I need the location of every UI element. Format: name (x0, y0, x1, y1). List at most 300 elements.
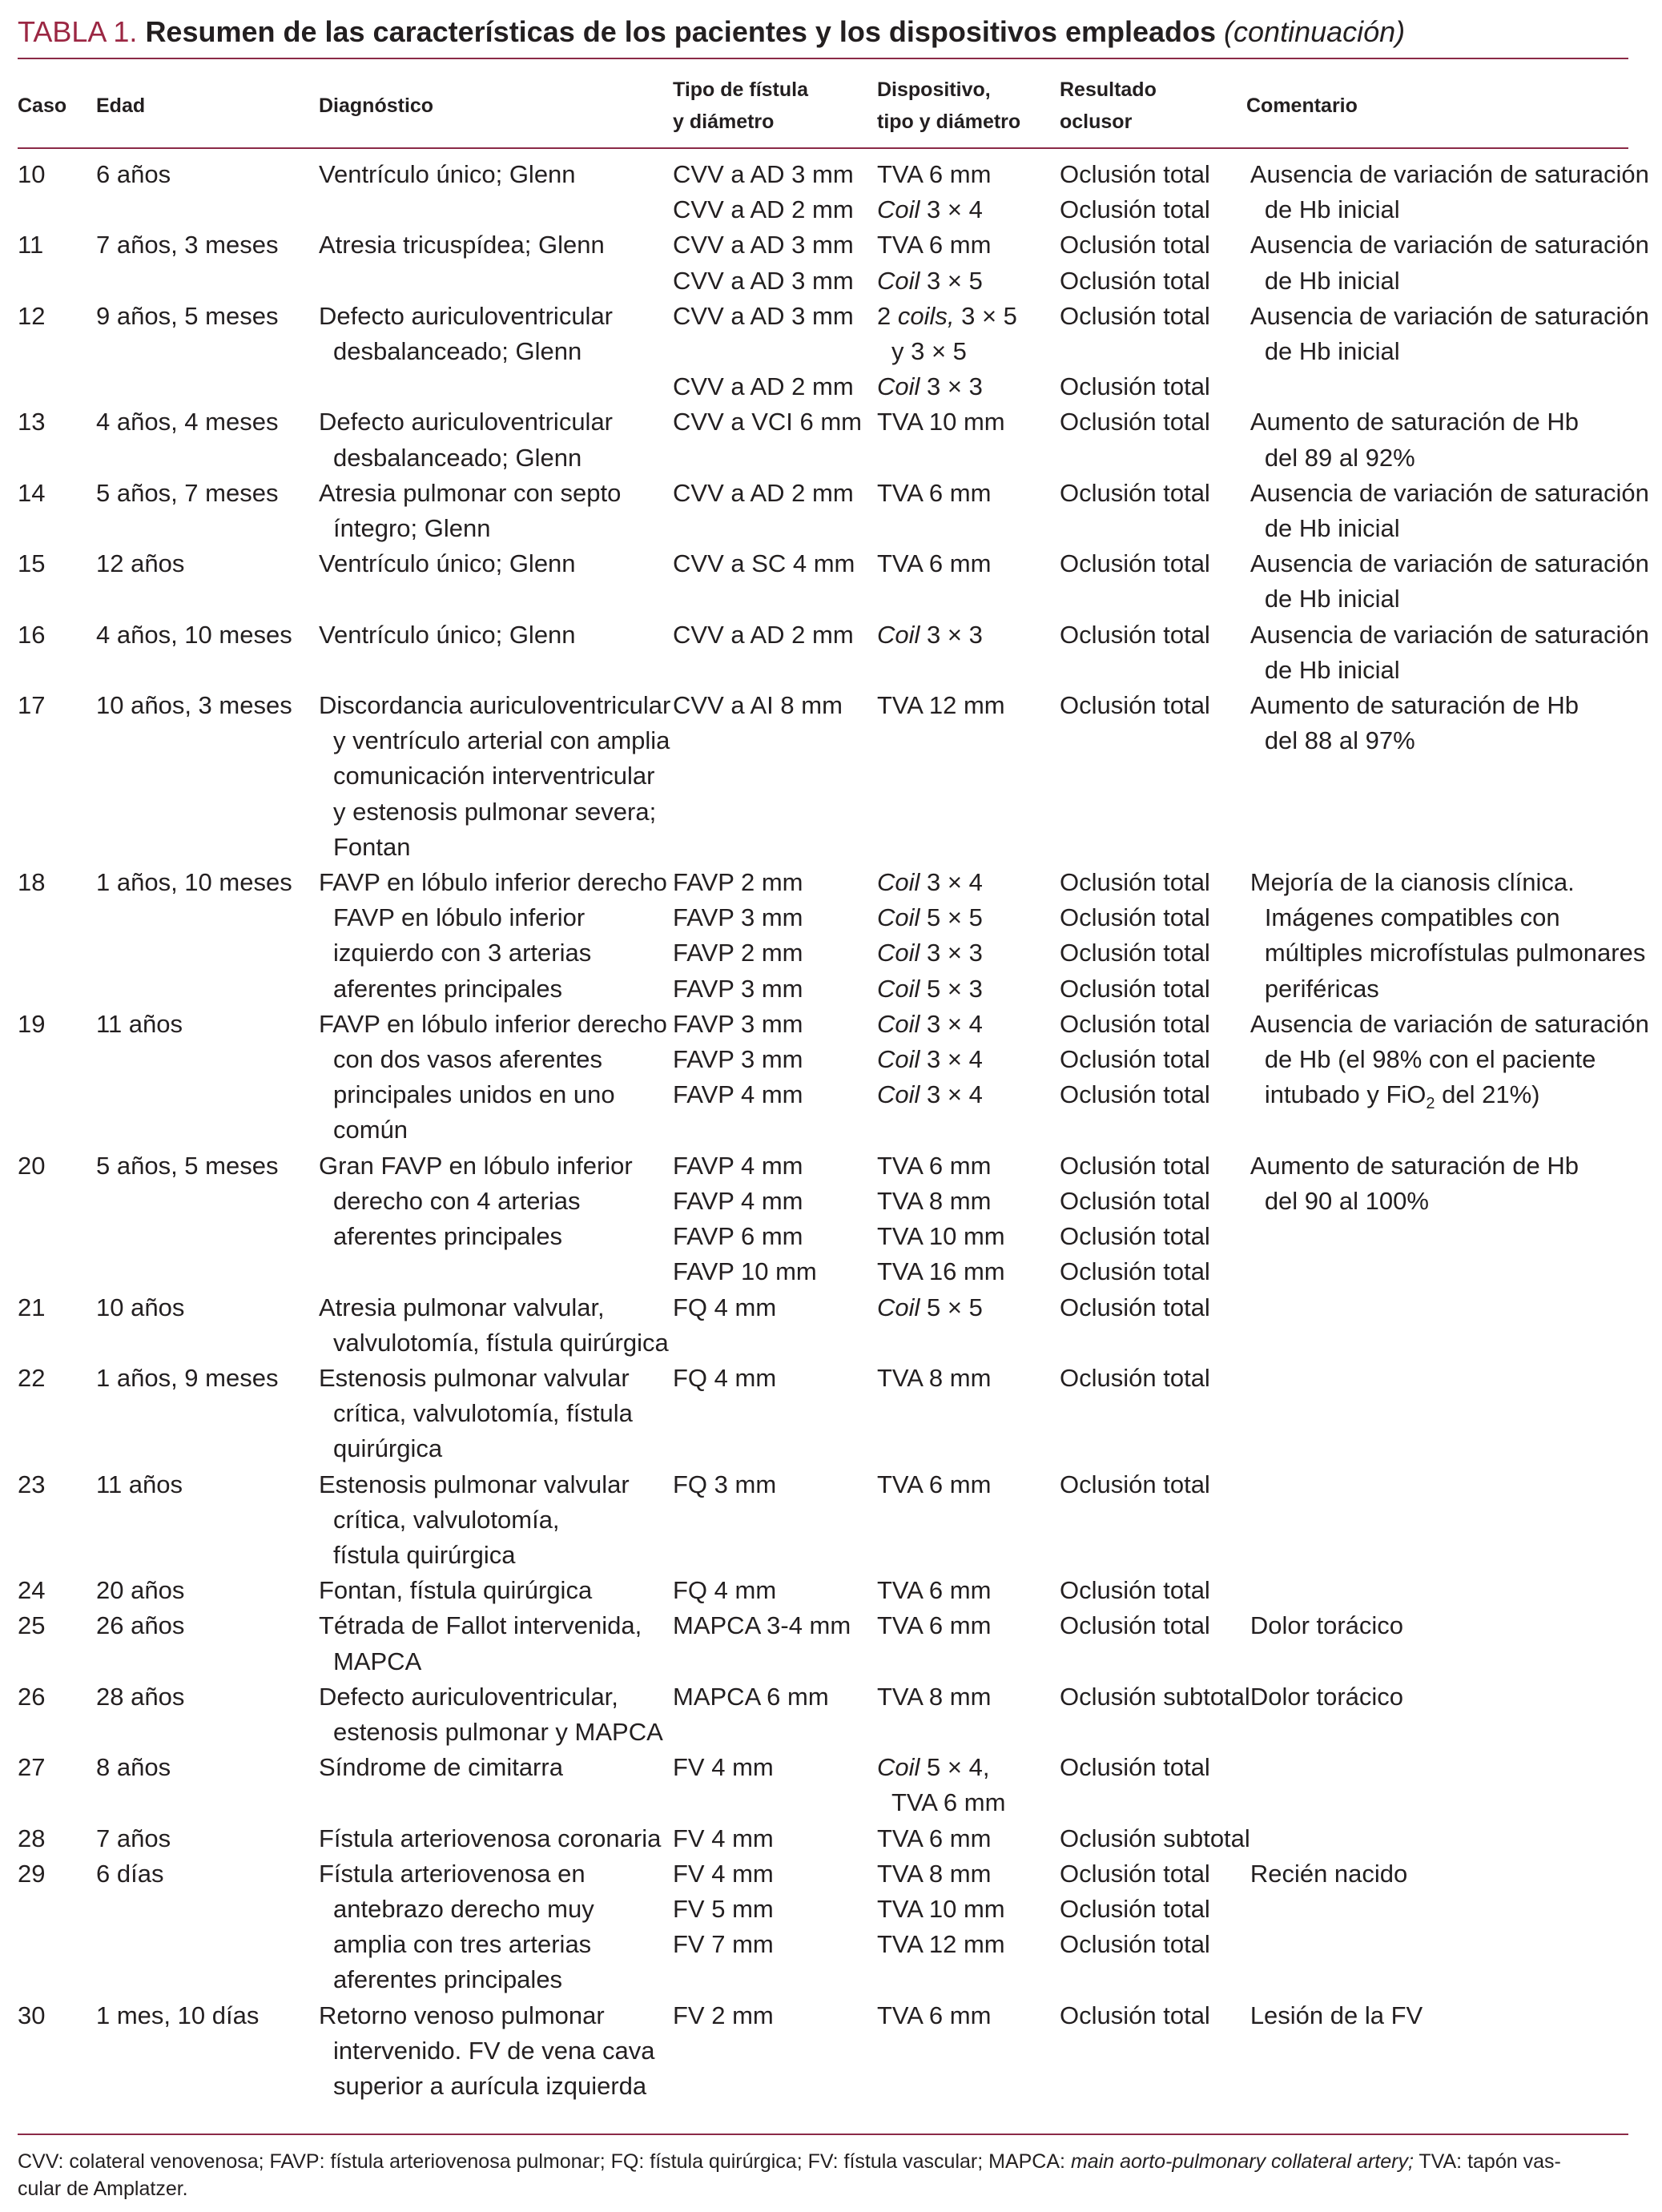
cell-line: periféricas (1264, 974, 1379, 1003)
cell-line: de Hb (el 98% con el paciente (1264, 1045, 1596, 1074)
cell-line: Fístula arteriovenosa coronaria (319, 1824, 662, 1852)
cell-com (1250, 404, 1649, 475)
cell-line: MAPCA (333, 1647, 422, 1675)
cell-caso: 22 (18, 1363, 46, 1392)
header-comentario: Comentario (1246, 95, 1358, 117)
cell-caso: 27 (18, 1753, 46, 1782)
cell-line: desbalanceado; Glenn (333, 337, 582, 366)
cell-com (1250, 1148, 1649, 1290)
cell-line: TVA 10 mm (877, 408, 1005, 436)
cell-line: Coil 5 × 5 (877, 903, 983, 932)
cell-line: desbalanceado; Glenn (333, 443, 582, 472)
cell-line: 2 coils, 3 × 5 (877, 301, 1017, 330)
cell-line: Estenosis pulmonar valvular (319, 1470, 630, 1498)
cell-caso: 29 (18, 1859, 46, 1888)
cell-line: íntegro; Glenn (333, 514, 491, 543)
cell-caso: 25 (18, 1611, 46, 1640)
cell-com (1250, 1361, 1649, 1467)
cell-line: Aumento de saturación de Hb (1250, 408, 1579, 436)
cell-edad: 20 años (96, 1576, 185, 1605)
cell-line: Oclusión total (1060, 266, 1210, 295)
cell-res (1060, 1467, 1250, 1574)
cell-res (1060, 1148, 1250, 1290)
cell-line: FV 7 mm (673, 1930, 774, 1959)
cell-line: Defecto auriculoventricular (319, 408, 614, 436)
cell-line: Oclusión total (1060, 1080, 1210, 1109)
cell-diag (319, 617, 673, 688)
cell-line: Dolor torácico (1250, 1611, 1404, 1640)
cell-com (1250, 1998, 1649, 2105)
cell-res (1060, 1856, 1250, 1998)
cell-line: Oclusión total (1060, 691, 1210, 720)
cell-line: FAVP en lóbulo inferior (333, 903, 586, 932)
cell-line: CVV a AD 2 mm (673, 478, 854, 507)
cell-diag (319, 404, 673, 475)
cell-line: Atresia pulmonar con septo (319, 478, 622, 507)
cell-line: TVA 8 mm (877, 1186, 992, 1215)
cell-line: Coil 3 × 4 (877, 195, 983, 224)
cell-disp (877, 1573, 1060, 1608)
table-row (18, 1821, 1649, 1856)
cell-line: Imágenes compatibles con (1264, 903, 1560, 932)
cell-line: TVA 6 mm (877, 1611, 992, 1640)
cell-disp (877, 546, 1060, 617)
cell-fist (673, 546, 877, 617)
cell-edad: 4 años, 4 meses (96, 408, 279, 436)
cell-res (1060, 1608, 1250, 1679)
cell-line: Tétrada de Fallot intervenida, (319, 1611, 642, 1640)
cell-line: aferentes principales (333, 1222, 563, 1251)
cell-disp (877, 404, 1060, 475)
cell-line: antebrazo derecho muy (333, 1894, 594, 1923)
cell-edad: 1 años, 10 meses (96, 868, 292, 897)
cell-edad: 6 años (96, 160, 171, 188)
cell-disp (877, 1821, 1060, 1856)
cell-edad: 10 años, 3 meses (96, 691, 292, 720)
cell-fist (673, 1679, 877, 1750)
cell-com (1250, 1290, 1649, 1361)
cell-fist (673, 299, 877, 405)
cell-disp (877, 299, 1060, 405)
cell-disp (877, 227, 1060, 298)
cell-diag (319, 688, 673, 865)
cell-line: quirúrgica (333, 1434, 443, 1463)
cell-line: de Hb inicial (1264, 585, 1400, 613)
cell-diag (319, 1148, 673, 1290)
cell-line: de Hb inicial (1264, 514, 1400, 543)
table-row (18, 688, 1649, 865)
cell-fist (673, 1361, 877, 1467)
cell-edad: 11 años (96, 1470, 183, 1498)
cell-disp (877, 1679, 1060, 1750)
cell-caso: 11 (18, 231, 44, 259)
table-row (18, 1856, 1649, 1998)
cell-line: del 88 al 97% (1264, 726, 1415, 755)
cell-line: Aumento de saturación de Hb (1250, 1151, 1579, 1180)
cell-diag (319, 1750, 673, 1820)
cell-line: TVA 6 mm (891, 1788, 1006, 1817)
cell-line: Fontan, fístula quirúrgica (319, 1576, 593, 1605)
cell-disp (877, 157, 1060, 227)
cell-line: Ventrículo único; Glenn (319, 160, 576, 188)
cell-caso: 20 (18, 1151, 46, 1180)
cell-line: Oclusión total (1060, 620, 1210, 649)
cell-res (1060, 157, 1250, 227)
cell-line: TVA 16 mm (877, 1257, 1005, 1286)
cell-line: Gran FAVP en lóbulo inferior (319, 1151, 633, 1180)
table-row (18, 227, 1649, 298)
cell-diag (319, 1573, 673, 1608)
cell-diag (319, 1608, 673, 1679)
cell-line: y estenosis pulmonar severa; (333, 797, 657, 826)
cell-caso: 15 (18, 549, 46, 578)
cell-line: crítica, valvulotomía, (333, 1505, 560, 1534)
cell-disp (877, 1467, 1060, 1574)
cell-caso: 12 (18, 301, 46, 330)
cell-line: FAVP en lóbulo inferior derecho (319, 868, 667, 897)
cell-fist (673, 1608, 877, 1679)
cell-line: FQ 4 mm (673, 1293, 777, 1321)
cell-diag (319, 157, 673, 227)
cell-disp (877, 1998, 1060, 2105)
cell-com (1250, 227, 1649, 298)
cell-edad: 1 mes, 10 días (96, 2001, 260, 2029)
cell-com (1250, 157, 1649, 227)
cell-edad: 5 años, 7 meses (96, 478, 279, 507)
cell-caso: 14 (18, 478, 46, 507)
cell-line: Oclusión total (1060, 903, 1210, 932)
cell-caso: 24 (18, 1576, 46, 1605)
cell-line: Oclusión total (1060, 301, 1210, 330)
cell-line: Estenosis pulmonar valvular (319, 1363, 630, 1392)
cell-line: Oclusión total (1060, 408, 1210, 436)
footer-rule (18, 2134, 1628, 2135)
cell-line: Coil 3 × 4 (877, 1009, 983, 1038)
cell-diag (319, 299, 673, 405)
cell-fist (673, 1856, 877, 1998)
table-row (18, 299, 1649, 405)
cell-caso: 23 (18, 1470, 46, 1498)
header-diagnostico: Diagnóstico (319, 95, 434, 117)
cell-com (1250, 1573, 1649, 1608)
header-dispositivo: Dispositivo, tipo y diámetro (877, 78, 1021, 133)
cell-line: Oclusión total (1060, 974, 1210, 1003)
cell-fist (673, 1467, 877, 1574)
cell-com (1250, 299, 1649, 405)
cell-line: Ausencia de variación de saturación (1250, 160, 1649, 188)
cell-line: Oclusión subtotal (1060, 1682, 1250, 1711)
cell-line: TVA 6 mm (877, 1576, 992, 1605)
cell-line: Oclusión total (1060, 1930, 1210, 1959)
cell-edad: 7 años (96, 1824, 171, 1852)
table-label: TABLA 1. (18, 15, 138, 48)
cell-line: Oclusión total (1060, 1470, 1210, 1498)
cell-line: TVA 6 mm (877, 1824, 992, 1852)
cell-diag (319, 865, 673, 1007)
cell-fist (673, 1148, 877, 1290)
table-row (18, 1750, 1649, 1820)
cell-line: Oclusión total (1060, 868, 1210, 897)
cell-diag (319, 1998, 673, 2105)
cell-line: Atresia tricuspídea; Glenn (319, 231, 605, 259)
cell-line: FAVP 3 mm (673, 1045, 803, 1074)
cell-line: Coil 3 × 3 (877, 620, 983, 649)
cell-line: Coil 5 × 5 (877, 1293, 983, 1321)
cell-com (1250, 476, 1649, 546)
cell-line: FAVP 10 mm (673, 1257, 817, 1286)
cell-line: TVA 6 mm (877, 478, 992, 507)
cell-fist (673, 1998, 877, 2105)
cell-line: TVA 6 mm (877, 1470, 992, 1498)
table-row (18, 1573, 1649, 1608)
cell-line: FAVP 4 mm (673, 1080, 803, 1109)
cell-com (1250, 1608, 1649, 1679)
cell-line: Oclusión total (1060, 1859, 1210, 1888)
cell-res (1060, 476, 1250, 546)
cell-line: Ausencia de variación de saturación (1250, 620, 1649, 649)
cell-line: Oclusión total (1060, 372, 1210, 401)
table-body (18, 157, 1649, 2104)
table-continuation: (continuación) (1224, 15, 1406, 48)
cell-line: CVV a VCI 6 mm (673, 408, 862, 436)
footnote-text-end: TVA: tapón vas- (1419, 2150, 1561, 2173)
cell-line: FAVP 4 mm (673, 1151, 803, 1180)
cell-line: con dos vasos aferentes (333, 1045, 603, 1074)
cell-res (1060, 865, 1250, 1007)
table-row (18, 1467, 1649, 1574)
cell-res (1060, 617, 1250, 688)
cell-line: Oclusión total (1060, 1753, 1210, 1782)
cell-disp (877, 865, 1060, 1007)
cell-line: FV 4 mm (673, 1753, 774, 1782)
header-rule (18, 147, 1628, 149)
cell-line: FAVP 3 mm (673, 903, 803, 932)
header-caso: Caso (18, 95, 67, 117)
cell-line: Oclusión total (1060, 478, 1210, 507)
cell-line: TVA 10 mm (877, 1222, 1005, 1251)
cell-line (673, 334, 877, 369)
cell-line: Oclusión total (1060, 1363, 1210, 1392)
cell-line: FAVP 4 mm (673, 1186, 803, 1215)
cell-fist (673, 157, 877, 227)
cell-line: Oclusión total (1060, 1293, 1210, 1321)
cell-line: Oclusión total (1060, 1611, 1210, 1640)
cell-disp (877, 1290, 1060, 1361)
cell-com (1250, 1856, 1649, 1998)
cell-diag (319, 1856, 673, 1998)
cell-caso: 30 (18, 2001, 46, 2029)
cell-line: Coil 3 × 4 (877, 1045, 983, 1074)
cell-caso: 18 (18, 868, 46, 897)
cell-line: CVV a AD 3 mm (673, 301, 854, 330)
cell-line: Coil 3 × 3 (877, 939, 983, 967)
cell-diag (319, 476, 673, 546)
cell-line: FV 5 mm (673, 1894, 774, 1923)
cell-fist (673, 1750, 877, 1820)
cell-line: Oclusión total (1060, 1257, 1210, 1286)
table-title-text: Resumen de las características de los pacientes y los dispositivos empleados (145, 15, 1217, 48)
cell-line: Ausencia de variación de saturación (1250, 1009, 1649, 1038)
cell-line: TVA 6 mm (877, 1151, 992, 1180)
cell-line: Fístula arteriovenosa en (319, 1859, 586, 1888)
cell-diag (319, 1467, 673, 1574)
cell-edad: 7 años, 3 meses (96, 231, 279, 259)
cell-fist (673, 1290, 877, 1361)
cell-line: aferentes principales (333, 1965, 563, 1994)
cell-line: Oclusión total (1060, 1151, 1210, 1180)
cell-com (1250, 1007, 1649, 1148)
data-table (18, 157, 1649, 2104)
cell-line: comunicación interventricular (333, 762, 655, 790)
table-row (18, 476, 1649, 546)
cell-line: TVA 6 mm (877, 2001, 992, 2029)
cell-caso: 17 (18, 691, 46, 720)
cell-line: principales unidos en uno (333, 1080, 615, 1109)
cell-res (1060, 1998, 1250, 2105)
cell-caso: 16 (18, 620, 46, 649)
cell-diag (319, 1361, 673, 1467)
cell-line: Fontan (333, 832, 411, 861)
cell-fist (673, 476, 877, 546)
table-row (18, 1361, 1649, 1467)
cell-line: TVA 8 mm (877, 1682, 992, 1711)
cell-line: Oclusión total (1060, 1009, 1210, 1038)
cell-disp (877, 1361, 1060, 1467)
cell-line: crítica, valvulotomía, fístula (333, 1399, 633, 1428)
cell-com (1250, 1750, 1649, 1820)
footnote-text: CVV: colateral venovenosa; FAVP: fístula arteriovenosa pulmonar; FQ: fístula quirúrgica; FV: fístula vascular; MAPCA: (18, 2150, 1065, 2173)
cell-line: FV 4 mm (673, 1824, 774, 1852)
cell-line: amplia con tres arterias (333, 1930, 592, 1959)
cell-line: Coil 3 × 4 (877, 1080, 983, 1109)
cell-disp (877, 688, 1060, 865)
table-row (18, 1148, 1649, 1290)
header-resultado: Resultado oclusor (1060, 78, 1157, 133)
cell-line: Síndrome de cimitarra (319, 1753, 563, 1782)
title-rule (18, 58, 1628, 59)
cell-line: Oclusión total (1060, 2001, 1210, 2029)
cell-line: MAPCA 6 mm (673, 1682, 829, 1711)
cell-line: Dolor torácico (1250, 1682, 1404, 1711)
cell-disp (877, 1750, 1060, 1820)
cell-line: Oclusión total (1060, 549, 1210, 578)
cell-fist (673, 404, 877, 475)
cell-line: del 90 al 100% (1264, 1186, 1429, 1215)
cell-line: FAVP 3 mm (673, 1009, 803, 1038)
cell-edad: 1 años, 9 meses (96, 1363, 279, 1392)
cell-line: valvulotomía, fístula quirúrgica (333, 1328, 669, 1357)
cell-edad: 11 años (96, 1009, 183, 1038)
table-row (18, 1679, 1649, 1750)
table-row (18, 157, 1649, 227)
cell-line: Oclusión total (1060, 1576, 1210, 1605)
cell-line: Oclusión subtotal (1060, 1824, 1250, 1852)
cell-line: múltiples microfístulas pulmonares (1264, 939, 1646, 967)
cell-line: FAVP 2 mm (673, 868, 803, 897)
cell-line: Coil 5 × 4, (877, 1753, 990, 1782)
cell-line: Coil 3 × 4 (877, 868, 983, 897)
cell-fist (673, 1007, 877, 1148)
cell-line: Coil 5 × 3 (877, 974, 983, 1003)
cell-line: fístula quirúrgica (333, 1540, 516, 1569)
cell-line: FAVP 3 mm (673, 974, 803, 1003)
cell-disp (877, 1148, 1060, 1290)
cell-line: FQ 4 mm (673, 1576, 777, 1605)
cell-line: derecho con 4 arterias (333, 1186, 581, 1215)
header-edad: Edad (96, 95, 146, 117)
cell-disp (877, 1856, 1060, 1998)
cell-line: común (333, 1116, 408, 1144)
cell-line: de Hb inicial (1264, 655, 1400, 684)
cell-res (1060, 1290, 1250, 1361)
cell-line: Oclusión total (1060, 1186, 1210, 1215)
cell-line: del 89 al 92% (1264, 443, 1415, 472)
cell-line: y ventrículo arterial con amplia (333, 726, 670, 755)
cell-diag (319, 1679, 673, 1750)
cell-disp (877, 617, 1060, 688)
cell-edad: 10 años (96, 1293, 185, 1321)
cell-edad: 6 días (96, 1859, 164, 1888)
cell-disp (877, 1007, 1060, 1148)
cell-caso: 10 (18, 160, 46, 188)
cell-line: TVA 10 mm (877, 1894, 1005, 1923)
cell-edad: 9 años, 5 meses (96, 301, 279, 330)
cell-res (1060, 1821, 1250, 1856)
table-row (18, 1998, 1649, 2105)
cell-line: de Hb inicial (1264, 195, 1400, 224)
cell-com (1250, 1467, 1649, 1574)
cell-line: CVV a AD 3 mm (673, 266, 854, 295)
cell-com (1250, 1679, 1649, 1750)
footnote-text-cont: cular de Amplatzer. (18, 2178, 188, 2200)
cell-res (1060, 1361, 1250, 1467)
cell-caso: 19 (18, 1009, 46, 1038)
cell-line: Ausencia de variación de saturación (1250, 549, 1649, 578)
cell-line: FAVP 2 mm (673, 939, 803, 967)
cell-line: TVA 8 mm (877, 1363, 992, 1392)
cell-res (1060, 1679, 1250, 1750)
header-fistula: Tipo de fístula y diámetro (673, 78, 808, 133)
cell-diag (319, 1290, 673, 1361)
cell-com (1250, 1821, 1649, 1856)
cell-line: CVV a AD 3 mm (673, 160, 854, 188)
cell-line: intubado y FiO$_2$ del 21%) (1264, 1080, 1540, 1113)
cell-line: Oclusión total (1060, 1045, 1210, 1074)
cell-com (1250, 688, 1649, 865)
cell-line: Ausencia de variación de saturación (1250, 478, 1649, 507)
cell-line: Oclusión total (1060, 160, 1210, 188)
cell-res (1060, 227, 1250, 298)
cell-line: estenosis pulmonar y MAPCA (333, 1717, 663, 1746)
cell-line: de Hb inicial (1264, 266, 1400, 295)
cell-line: Coil 3 × 3 (877, 372, 983, 401)
cell-caso: 21 (18, 1293, 46, 1321)
cell-line: Mejoría de la cianosis clínica. (1250, 868, 1575, 897)
cell-res (1060, 299, 1250, 405)
table-row (18, 1290, 1649, 1361)
cell-edad: 28 años (96, 1682, 185, 1711)
cell-line: Atresia pulmonar valvular, (319, 1293, 605, 1321)
cell-line: FV 2 mm (673, 2001, 774, 2029)
cell-line: TVA 12 mm (877, 1930, 1005, 1959)
cell-line: y 3 × 5 (891, 337, 967, 366)
cell-res (1060, 1007, 1250, 1148)
cell-line: Ausencia de variación de saturación (1250, 301, 1649, 330)
cell-line: CVV a AD 2 mm (673, 620, 854, 649)
cell-line: Retorno venoso pulmonar (319, 2001, 605, 2029)
cell-fist (673, 688, 877, 865)
cell-disp (877, 1608, 1060, 1679)
